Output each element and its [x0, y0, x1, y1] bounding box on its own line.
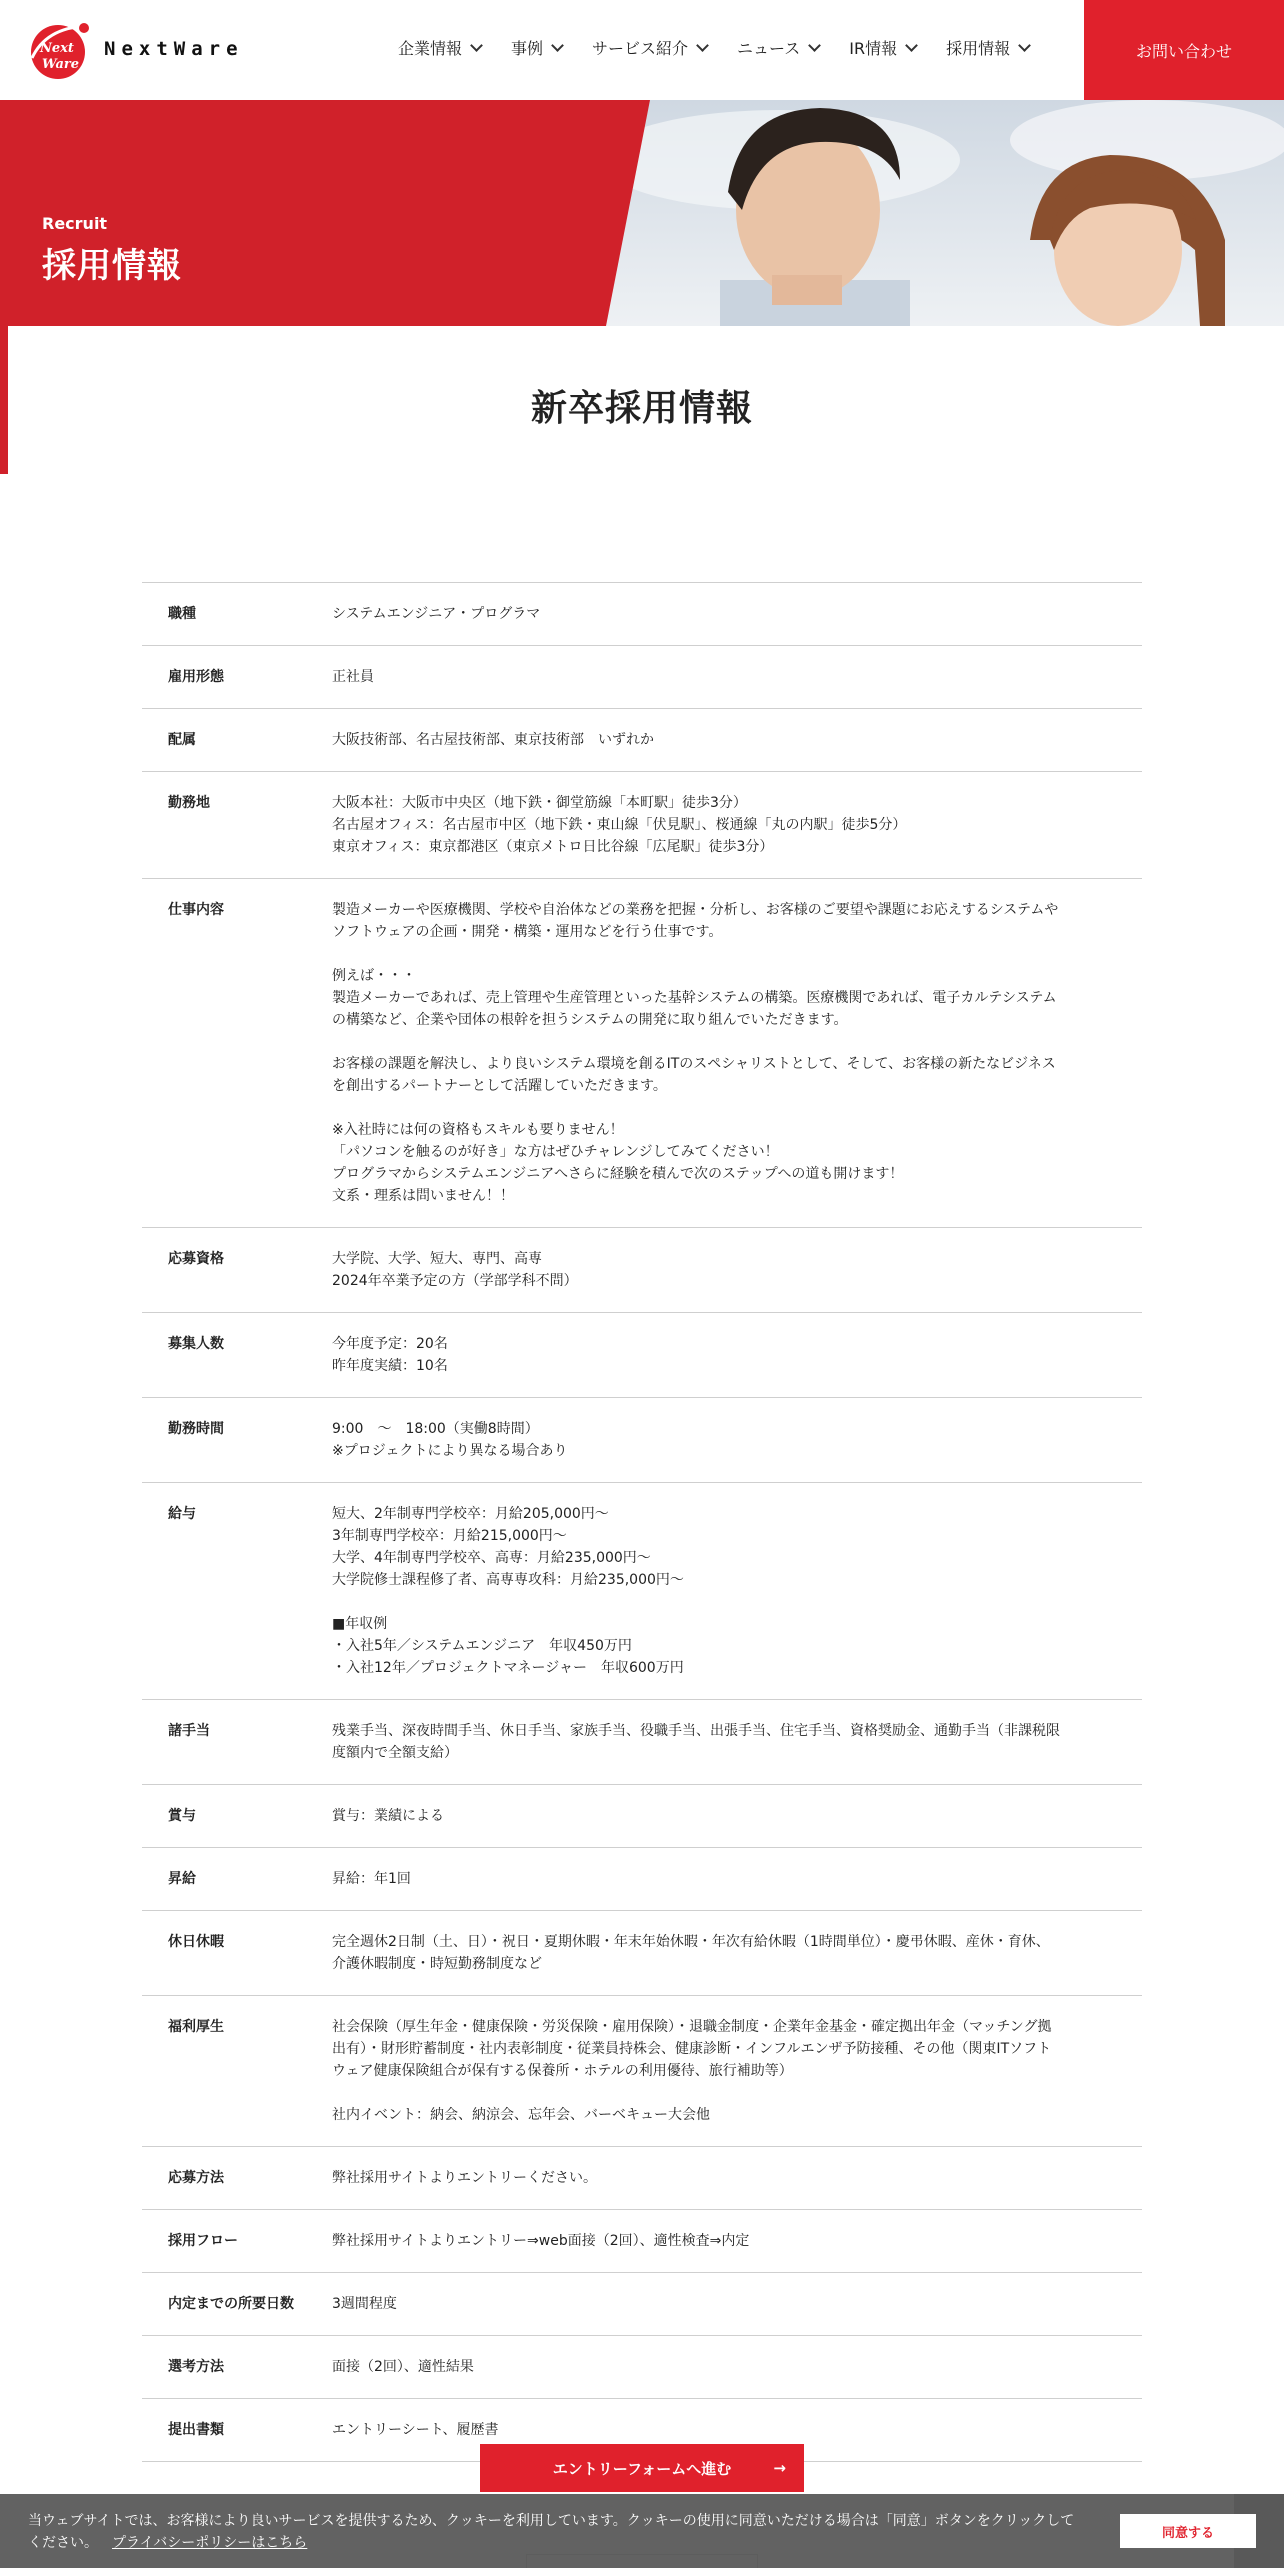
row-value — [332, 879, 1142, 1227]
row-value-line: 名古屋オフィス：名古屋市中区（地下鉄・東山線「伏見駅」、桜通線「丸の内駅」徒歩5分） — [332, 817, 907, 833]
row-label: 配属 — [168, 732, 196, 748]
chevron-down-icon — [1018, 39, 1031, 52]
row-label: 提出書類 — [168, 2422, 224, 2438]
chevron-down-icon — [696, 39, 709, 52]
row-value-line: 例えば・・・ — [332, 968, 416, 984]
recruitment-table — [142, 582, 1142, 2462]
row-value-line: 出有）・財形貯蓄制度・社内表彰制度・従業員持株会、健康診断・インフルエンザ予防接種、その他（関東ITソフト — [332, 2041, 1052, 2057]
site-header — [0, 0, 1284, 100]
table-row — [142, 1700, 1142, 1785]
contact-button[interactable]: お問い合わせ — [1084, 0, 1284, 100]
row-value-line: 短大、2年制専門学校卒：月給205,000円～ — [332, 1506, 609, 1522]
row-value-line: 2024年卒業予定の方（学部学科不問） — [332, 1273, 578, 1289]
nav-item-ir[interactable]: IR情報 — [849, 36, 916, 59]
row-value-line: 9:00 ～ 18:00（実働8時間） — [332, 1421, 539, 1437]
chevron-down-icon — [905, 39, 918, 52]
row-value — [332, 772, 1142, 878]
row-value — [332, 1228, 1142, 1312]
cookie-agree-button[interactable]: 同意する — [1120, 2514, 1256, 2548]
row-label: 応募方法 — [168, 2170, 224, 2186]
table-row — [142, 1398, 1142, 1483]
section-title: 新卒採用情報 — [530, 388, 753, 429]
row-value-line: 昨年度実績：10名 — [332, 1358, 448, 1374]
row-value-line: ※プロジェクトにより異なる場合あり — [332, 1443, 568, 1459]
row-value-line: の構築など、企業や団体の根幹を担うシステムの開発に取り組んでいただきます。 — [332, 1012, 848, 1028]
row-value-line: 残業手当、深夜時間手当、休日手当、家族手当、役職手当、出張手当、住宅手当、資格奨励金、通勤手当（非課税限 — [332, 1723, 1060, 1739]
row-label: 勤務時間 — [168, 1421, 224, 1437]
row-value-line: エントリーシート、履歴書 — [332, 2422, 499, 2438]
row-value — [332, 1700, 1142, 1784]
row-value-line: 大学院修士課程修了者、高専専攻科：月給235,000円～ — [332, 1572, 684, 1588]
row-label: 給与 — [168, 1506, 196, 1522]
row-label: 休日休暇 — [168, 1934, 224, 1950]
row-label: 募集人数 — [168, 1336, 224, 1352]
nav-item-services[interactable]: サービス紹介 — [592, 36, 707, 59]
row-label: 職種 — [168, 606, 196, 622]
table-row — [142, 1911, 1142, 1996]
row-value-line — [332, 943, 1112, 965]
table-row — [142, 1313, 1142, 1398]
hero-red-panel — [0, 100, 650, 326]
row-value-line: 賞与：業績による — [332, 1808, 444, 1824]
row-value-line: ・入社12年／プロジェクトマネージャー 年収600万円 — [332, 1660, 684, 1676]
table-row — [142, 646, 1142, 709]
row-value — [332, 1313, 1142, 1397]
row-value-line: 今年度予定：20名 — [332, 1336, 448, 1352]
row-label: 諸手当 — [168, 1723, 210, 1739]
row-value — [332, 1996, 1142, 2146]
row-value — [332, 646, 1142, 708]
hero-banner — [0, 100, 1284, 326]
row-value-line: 3年制専門学校卒：月給215,000円～ — [332, 1528, 567, 1544]
row-value-line: ※入社時には何の資格もスキルも要りません！ — [332, 1122, 624, 1138]
row-value — [332, 1785, 1142, 1847]
table-row — [142, 2147, 1142, 2210]
chevron-down-icon — [808, 39, 821, 52]
table-row — [142, 2210, 1142, 2273]
row-value-line: 弊社採用サイトよりエントリーください。 — [332, 2170, 598, 2186]
svg-text:Ware: Ware — [42, 57, 80, 72]
table-row — [142, 1228, 1142, 1313]
row-value-line: ソフトウェアの企画・開発・構築・運用などを行う仕事です。 — [332, 924, 723, 940]
row-value-line: 製造メーカーや医療機関、学校や自治体などの業務を把握・分析し、お客様のご要望や課題にお応えするシステムや — [332, 902, 1059, 918]
row-value-line: ・入社5年／システムエンジニア 年収450万円 — [332, 1638, 632, 1654]
entry-form-button[interactable] — [480, 2444, 804, 2492]
row-value-line: 面接（2回）、適性結果 — [332, 2359, 474, 2375]
table-row — [142, 1996, 1142, 2147]
privacy-policy-link[interactable]: プライバシーポリシーはこちら — [112, 2535, 308, 2551]
cookie-consent-bar — [0, 2494, 1284, 2568]
row-value-line: を創出するパートナーとして活躍していただきます。 — [332, 1078, 667, 1094]
row-value-line: 正社員 — [332, 669, 374, 685]
row-value-line: 度額内で全額支給） — [332, 1745, 458, 1761]
row-value — [332, 2210, 1142, 2272]
row-value-line: 弊社採用サイトよりエントリー⇒web面接（2回）、適性検査⇒内定 — [332, 2233, 750, 2249]
table-row — [142, 1848, 1142, 1911]
row-value — [332, 709, 1142, 771]
row-value-line: 完全週休2日制（土、日）・祝日・夏期休暇・年末年始休暇・年次有給休暇（1時間単位）・慶弔休暇、産休・育休、 — [332, 1934, 1050, 1950]
row-value-line: システムエンジニア・プログラマ — [332, 606, 541, 622]
hero-subtitle: Recruit — [42, 214, 108, 233]
row-value-line: お客様の課題を解決し、より良いシステム環境を創るITのスペシャリストとして、そして、お客様の新たなビジネス — [332, 1056, 1056, 1072]
row-value-line: 文系・理系は問いません！！ — [332, 1188, 514, 1204]
svg-text:Next: Next — [40, 41, 74, 56]
row-value-line: 介護休暇制度・時短勤務制度など — [332, 1956, 542, 1972]
row-value — [332, 1911, 1142, 1995]
row-value — [332, 1483, 1142, 1699]
logo-wordmark: NextWare — [104, 38, 244, 60]
row-value-line — [332, 1591, 1112, 1613]
row-value-line: 大阪本社：大阪市中央区（地下鉄・御堂筋線「本町駅」徒歩3分） — [332, 795, 747, 811]
row-label: 福利厚生 — [168, 2019, 224, 2035]
row-value-line: 大阪技術部、名古屋技術部、東京技術部 いずれか — [332, 732, 654, 748]
nextware-logo[interactable] — [26, 18, 92, 82]
row-label: 選考方法 — [168, 2359, 224, 2375]
table-row — [142, 2273, 1142, 2336]
row-value-line: 昇給：年1回 — [332, 1871, 411, 1887]
row-value-line: 製造メーカーであれば、売上管理や生産管理といった基幹システムの構築。医療機関であれば、電子カルテシステム — [332, 990, 1057, 1006]
row-value-line — [332, 1031, 1112, 1053]
row-value-line: 社内イベント：納会、納涼会、忘年会、バーベキュー大会他 — [332, 2107, 710, 2123]
row-value — [332, 1398, 1142, 1482]
nav-item-recruit[interactable]: 採用情報 — [946, 36, 1029, 59]
row-label: 勤務地 — [168, 795, 210, 811]
row-value-line: 東京オフィス：東京都港区（東京メトロ日比谷線「広尾駅」徒歩3分） — [332, 839, 774, 855]
table-row — [142, 772, 1142, 879]
row-label: 昇給 — [168, 1871, 196, 1887]
row-value — [332, 583, 1142, 645]
cookie-message: 当ウェブサイトでは、お客様により良いサービスを提供するため、クッキーを利用しています。クッキーの使用に同意いただける場合は「同意」ボタンをクリックしてください。 プライバシーポリシーはこちら — [28, 2513, 1075, 2551]
table-row — [142, 709, 1142, 772]
row-value-line: ■年収例 — [332, 1616, 388, 1632]
row-label: 応募資格 — [168, 1251, 224, 1267]
row-label: 仕事内容 — [168, 902, 224, 918]
nav-item-cases[interactable]: 事例 — [511, 36, 562, 59]
global-nav — [398, 36, 1059, 59]
row-label: 賞与 — [168, 1808, 196, 1824]
table-row — [142, 1785, 1142, 1848]
row-value-line: 「パソコンを触るのが好き」な方はぜひチャレンジしてみてください！ — [332, 1144, 779, 1160]
row-value — [332, 2147, 1142, 2209]
table-row — [142, 583, 1142, 646]
nav-item-news[interactable]: ニュース — [737, 36, 819, 59]
table-row — [142, 879, 1142, 1228]
row-label: 採用フロー — [168, 2233, 238, 2249]
chevron-down-icon — [551, 39, 564, 52]
table-row — [142, 2336, 1142, 2399]
row-value-line: ウェア健康保険組合が保有する保養所・ホテルの利用優待、旅行補助等） — [332, 2063, 793, 2079]
row-value-line: 3週間程度 — [332, 2296, 397, 2312]
row-value — [332, 1848, 1142, 1910]
row-value-line: 大学、4年制専門学校卒、高専：月給235,000円～ — [332, 1550, 651, 1566]
arrow-right-icon: → — [773, 2459, 786, 2477]
nav-item-company[interactable]: 企業情報 — [398, 36, 481, 59]
row-label: 内定までの所要日数 — [168, 2296, 294, 2312]
row-label: 雇用形態 — [168, 669, 224, 685]
row-value-line — [332, 2082, 1112, 2104]
page-title: 採用情報 — [42, 246, 182, 286]
row-value — [332, 2336, 1142, 2398]
row-value — [332, 2273, 1142, 2335]
row-value-line: プログラマからシステムエンジニアへさらに経験を積んで次のステップへの道も開けます！ — [332, 1166, 904, 1182]
row-value-line — [332, 1097, 1112, 1119]
chevron-down-icon — [470, 39, 483, 52]
row-value-line: 大学院、大学、短大、専門、高専 — [332, 1251, 542, 1267]
row-value-line: 社会保険（厚生年金・健康保険・労災保険・雇用保険）・退職金制度・企業年金基金・確定拠出年金（マッチング拠 — [332, 2019, 1052, 2035]
table-row — [142, 1483, 1142, 1700]
entry-form-label: エントリーフォームへ進む — [552, 2459, 732, 2478]
